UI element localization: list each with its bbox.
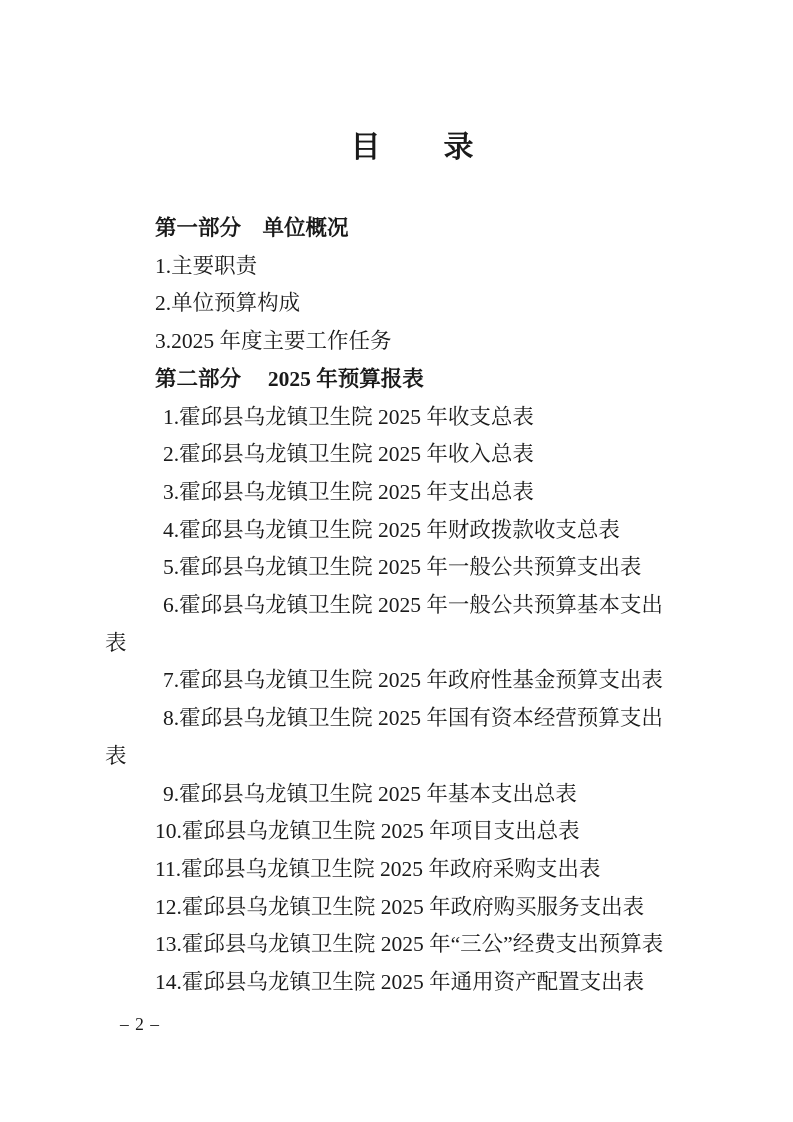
toc-line: 14.霍邱县乌龙镇卫生院 2025 年通用资产配置支出表 xyxy=(155,970,645,995)
toc-line: 13.霍邱县乌龙镇卫生院 2025 年“三公”经费支出预算表 xyxy=(155,932,664,957)
toc-line: 7.霍邱县乌龙镇卫生院 2025 年政府性基金预算支出表 xyxy=(163,668,663,693)
page-number: – 2 – xyxy=(120,1014,160,1034)
toc-line: 3.霍邱县乌龙镇卫生院 2025 年支出总表 xyxy=(163,479,534,504)
toc-line: 9.霍邱县乌龙镇卫生院 2025 年基本支出总表 xyxy=(163,781,577,806)
toc-line: 11.霍邱县乌龙镇卫生院 2025 年政府采购支出表 xyxy=(155,856,601,881)
toc-line: 第二部分 2025 年预算报表 xyxy=(155,366,424,391)
toc-line: 8.霍邱县乌龙镇卫生院 2025 年国有资本经营预算支出 xyxy=(163,706,663,731)
toc-line: 10.霍邱县乌龙镇卫生院 2025 年项目支出总表 xyxy=(155,819,580,844)
toc-line: 表 xyxy=(105,743,127,768)
document-title: 目 录 xyxy=(350,131,475,164)
toc-line: 2.单位预算构成 xyxy=(155,291,301,316)
toc-line: 12.霍邱县乌龙镇卫生院 2025 年政府购买服务支出表 xyxy=(155,894,645,919)
toc-line: 5.霍邱县乌龙镇卫生院 2025 年一般公共预算支出表 xyxy=(163,555,642,580)
toc-line: 1.霍邱县乌龙镇卫生院 2025 年收支总表 xyxy=(163,404,534,429)
toc-line: 表 xyxy=(105,630,127,655)
toc-line: 2.霍邱县乌龙镇卫生院 2025 年收入总表 xyxy=(163,442,534,467)
toc-list xyxy=(105,210,753,1002)
toc-line: 3.2025 年度主要工作任务 xyxy=(155,329,392,354)
toc-line: 6.霍邱县乌龙镇卫生院 2025 年一般公共预算基本支出 xyxy=(163,593,663,618)
toc-line: 第一部分 单位概况 xyxy=(155,216,349,240)
toc-line: 4.霍邱县乌龙镇卫生院 2025 年财政拨款收支总表 xyxy=(163,517,620,542)
toc-line: 1.主要职责 xyxy=(155,253,258,278)
